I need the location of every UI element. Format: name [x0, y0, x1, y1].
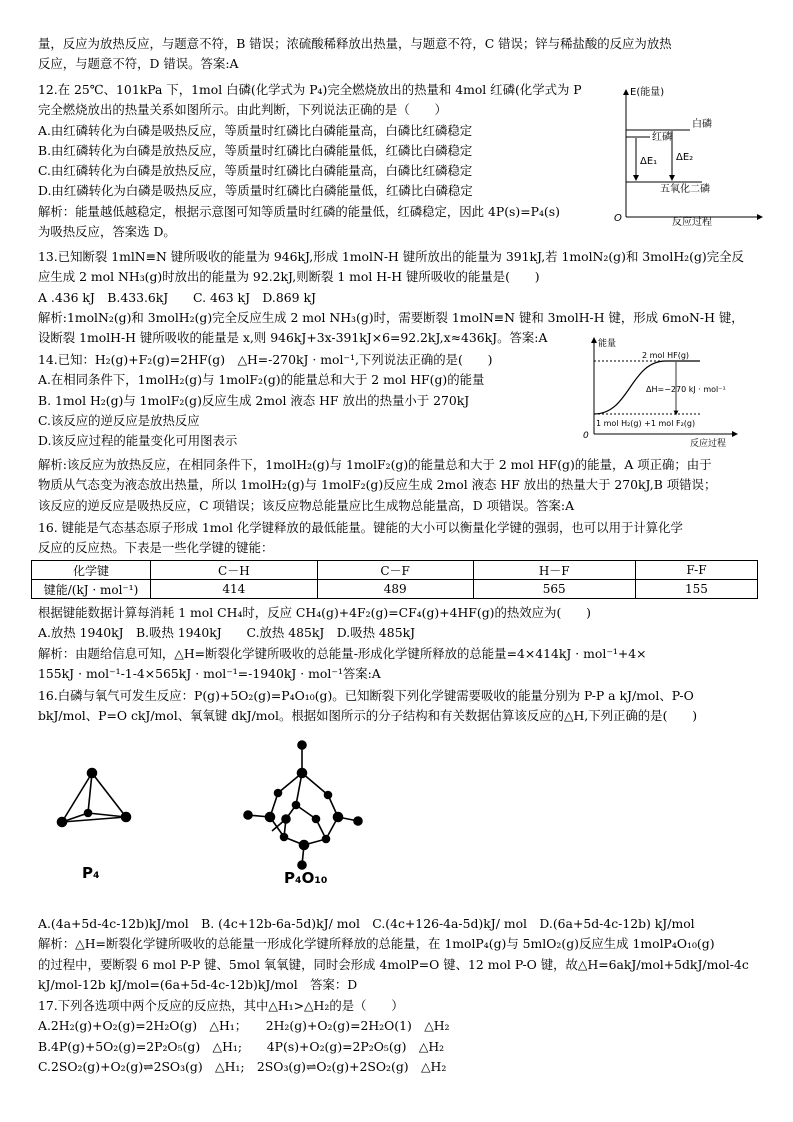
table-cell: 155 [635, 580, 757, 599]
question-12 [38, 80, 613, 242]
options-line: A .436 kJ B.433.6kJ C. 463 kJ D.869 kJ [38, 289, 316, 305]
analysis-line: 解析：△H=断裂化学键所吸收的总能量一形成化学键所释放的总能量，在 1molP₄(g)与 5mlO₂(g)反应生成 1molP₄O₁₀(g) [38, 936, 715, 952]
option-a: A.在相同条件下，1molH₂(g)与 1molF₂(g)的能量总和大于 2 mol HF(g)的能量 [38, 372, 485, 388]
options-line: A.放热 1940kJ B.吸热 1940kJ C.放热 485kJ D.吸热 485kJ [38, 625, 416, 641]
option-d: D.该反应过程的能量变化可用图表示 [38, 433, 238, 449]
q12-energy-diagram [610, 82, 775, 227]
text-line: 13.已知断裂 1mlN≡N 键所吸收的能量为 946kJ,形成 1molN-H 键所放出的能量为 391kJ,若 1molN₂(g)和 3molH₂(g)完全反 [38, 249, 744, 264]
option-c: C.由红磷转化为白磷是放热反应，等质量时红磷比白磷能量高，白磷比红磷稳定 [38, 163, 473, 179]
analysis-line: 该反应的逆反应是吸热反应，C 项错误；该反应物总能量应比生成物总能量高，D 项错误。答案:A [38, 497, 575, 513]
q16b-after [38, 914, 756, 995]
text-line: 完全燃烧放出的热量关系如图所示。由此判断，下列说法正确的是（ ） [38, 102, 447, 118]
de2-label: ΔE₂ [676, 152, 694, 163]
x-axis-label: 反应过程 [690, 439, 727, 448]
q14-energy-diagram [580, 334, 740, 448]
text-line: 16.白磷与氧气可发生反应：P(g)+5O₂(g)=P₄O₁₀(g)。已知断裂下列化学键需要吸收的能量分别为 P-P a kJ/mol、P-O [38, 688, 694, 703]
question-17 [38, 996, 756, 1077]
option-c: C.该反应的逆反应是放热反应 [38, 412, 200, 428]
text-line: 12.在 25℃、101kPa 下，1mol 白磷(化学式为 P₄)完全燃烧放出的热量和 4mol 红磷(化学式为 P [38, 82, 582, 97]
table-header: H－F [473, 561, 635, 580]
analysis-line: 的过程中，要断裂 6 mol P-P 键、5mol 氧氧键，同时会形成 4molP=O 键、12 mol P-O 键，故△H=6akJ/mol+5dkJ/mol-4c [38, 956, 749, 972]
text-line: 14.已知：H₂(g)+F₂(g)=2HF(g) △H=-270kJ · mol⁻¹,下列说法正确的是( ) [38, 352, 493, 367]
table-cell: 565 [473, 580, 635, 599]
dh-label: ΔH=−270 kJ · mol⁻¹ [646, 385, 726, 394]
text-line: 反应的反应热。下表是一些化学键的键能： [38, 540, 274, 556]
question-16a [38, 518, 756, 559]
p4-label: P₄ [82, 864, 100, 882]
y-axis-label: E(能量) [630, 87, 665, 98]
origin-label: 0 [583, 431, 589, 441]
table-row [32, 580, 758, 599]
origin-label: O [614, 213, 622, 224]
option-a: A.2H₂(g)+O₂(g)=2H₂O(g) △H₁； 2H₂(g)+O₂(g)=2H₂O(1) △H₂ [38, 1018, 450, 1034]
analysis-line: kJ/mol-12b kJ/mol=(6a+5d-4c-12b)kJ/mol 答案：D [38, 976, 358, 992]
white-phosphorus-label: 白磷 [692, 119, 712, 130]
text-line: bkJ/mol、P=O ckJ/mol、氧氧键 dkJ/mol。根据如图所示的分子结构和有关数据估算该反应的△H,下列正确的是( ) [38, 708, 698, 724]
reactant-label: 1 mol H₂(g) +1 mol F₂(g) [596, 419, 696, 428]
analysis-line: 155kJ · mol⁻¹-1-4×565kJ · mol⁻¹=-1940kJ · mol⁻¹答案:A [38, 665, 381, 681]
p4-molecule [58, 769, 131, 827]
table-cell: 489 [317, 580, 473, 599]
p4o10-label: P₄O₁₀ [284, 869, 328, 887]
p2o5-label: 五氧化二磷 [660, 184, 710, 195]
text-line: 16. 键能是气态基态原子形成 1mol 化学键释放的最低能量。键能的大小可以衡量化学键的强弱，也可以用于计算化学 [38, 520, 683, 535]
text-line: 反应，与题意不符，D 错误。答案:A [38, 56, 239, 72]
analysis-line: 物质从气态变为液态放出热量，所以 1molH₂(g)与 1molF₂(g)反应生成 2mol 液态 HF 放出的热量大于 270kJ,B 项错误； [38, 477, 717, 493]
table-row-label: 键能/(kJ · mol⁻¹) [32, 580, 151, 599]
table-header-row [32, 561, 758, 580]
analysis-line: 设断裂 1molH-H 键所吸收的能量是 x,则 946kJ+3x-391kJ×6=92.2kJ,x≈436kJ。答案:A [38, 330, 548, 346]
bond-energy-table [31, 560, 758, 599]
option-a: A.由红磷转化为白磷是吸热反应，等质量时红磷比白磷能量高，白磷比红磷稳定 [38, 122, 473, 138]
analysis-line: 解析：由题给信息可知，△H=断裂化学键所吸收的总能量-形成化学键所释放的总能量=4×414kJ · mol⁻¹+4× [38, 645, 647, 661]
text-line: 17.下列各选项中两个反应的反应热，其中△H₁>△H₂的是（ ） [38, 998, 404, 1013]
table-header: C－H [151, 561, 318, 580]
de1-label: ΔE₁ [640, 156, 658, 167]
table-header: C－F [317, 561, 473, 580]
options-line: A.(4a+5d-4c-12b)kJ/mol B. (4c+12b-6a-5d)kJ/ mol C.(4c+126-4a-5d)kJ/ mol D.(6a+5d-4c-12b) kJ/mol [38, 916, 695, 931]
table-cell: 414 [151, 580, 318, 599]
analysis-line: 解析:该反应为放热反应，在相同条件下，1molH₂(g)与 1molF₂(g)的能量总和大于 2 mol HF(g)的能量，A 项正确；由于 [38, 457, 712, 472]
p4o10-molecule [244, 741, 362, 869]
molecule-structures-figure [40, 735, 400, 895]
y-axis-label: 能量 [598, 339, 617, 349]
option-b: B.4P(g)+5O₂(g)=2P₂O₅(g) △H₁; 4P(s)+O₂(g)=2P₂O₅(g) △H₂ [38, 1038, 445, 1054]
option-b: B. 1mol H₂(g)与 1molF₂(g)反应生成 2mol 液态 HF 放出的热量小于 270kJ [38, 392, 470, 408]
question-16b [38, 686, 756, 727]
option-c: C.2SO₂(g)+O₂(g)⇌2SO₃(g) △H₁; 2SO₃(g)⇌O₂(g)+2SO₂(g) △H₂ [38, 1058, 447, 1074]
analysis-line: 为吸热反应，答案选 D。 [38, 224, 176, 240]
option-b: B.由红磷转化为白磷是放热反应，等质量时红磷比白磷能量低，红磷比白磷稳定 [38, 142, 473, 158]
question-14 [38, 350, 593, 451]
table-header: F-F [635, 561, 757, 580]
q16a-after [38, 603, 756, 684]
intro-paragraph [38, 34, 756, 75]
text-line: 应生成 2 mol NH₃(g)时放出的能量为 92.2kJ,则断裂 1 mol H-H 键所吸收的能量是( ) [38, 269, 540, 285]
table-header: 化学键 [32, 561, 151, 580]
q14-analysis [38, 455, 756, 516]
analysis-line: 解析:1molN₂(g)和 3molH₂(g)完全反应生成 2 mol NH₃(g)时，需要断裂 1molN≡N 键和 3molH-H 键，形成 6moN-H 键， [38, 309, 744, 325]
text-line: 根据键能数据计算每消耗 1 mol CH₄时，反应 CH₄(g)+4F₂(g)=CF₄(g)+4HF(g)的热效应为( ) [38, 605, 591, 620]
analysis-line: 解析：能量越低越稳定，根据示意图可知等质量时红磷的能量低，红磷稳定，因此 4P(s)=P₄(s) [38, 203, 560, 219]
red-phosphorus-label: 红磷 [652, 132, 672, 143]
option-d: D.由红磷转化为白磷是吸热反应，等质量时红磷比白磷能量低，红磷比白磷稳定 [38, 183, 473, 199]
hf-label: 2 mol HF(g) [642, 351, 690, 360]
x-axis-label: 反应过程 [672, 217, 712, 227]
text-line: 量，反应为放热反应，与题意不符，B 错误；浓硫酸稀释放出热量，与题意不符，C 错误；锌与稀盐酸的反应为放热 [38, 36, 672, 51]
